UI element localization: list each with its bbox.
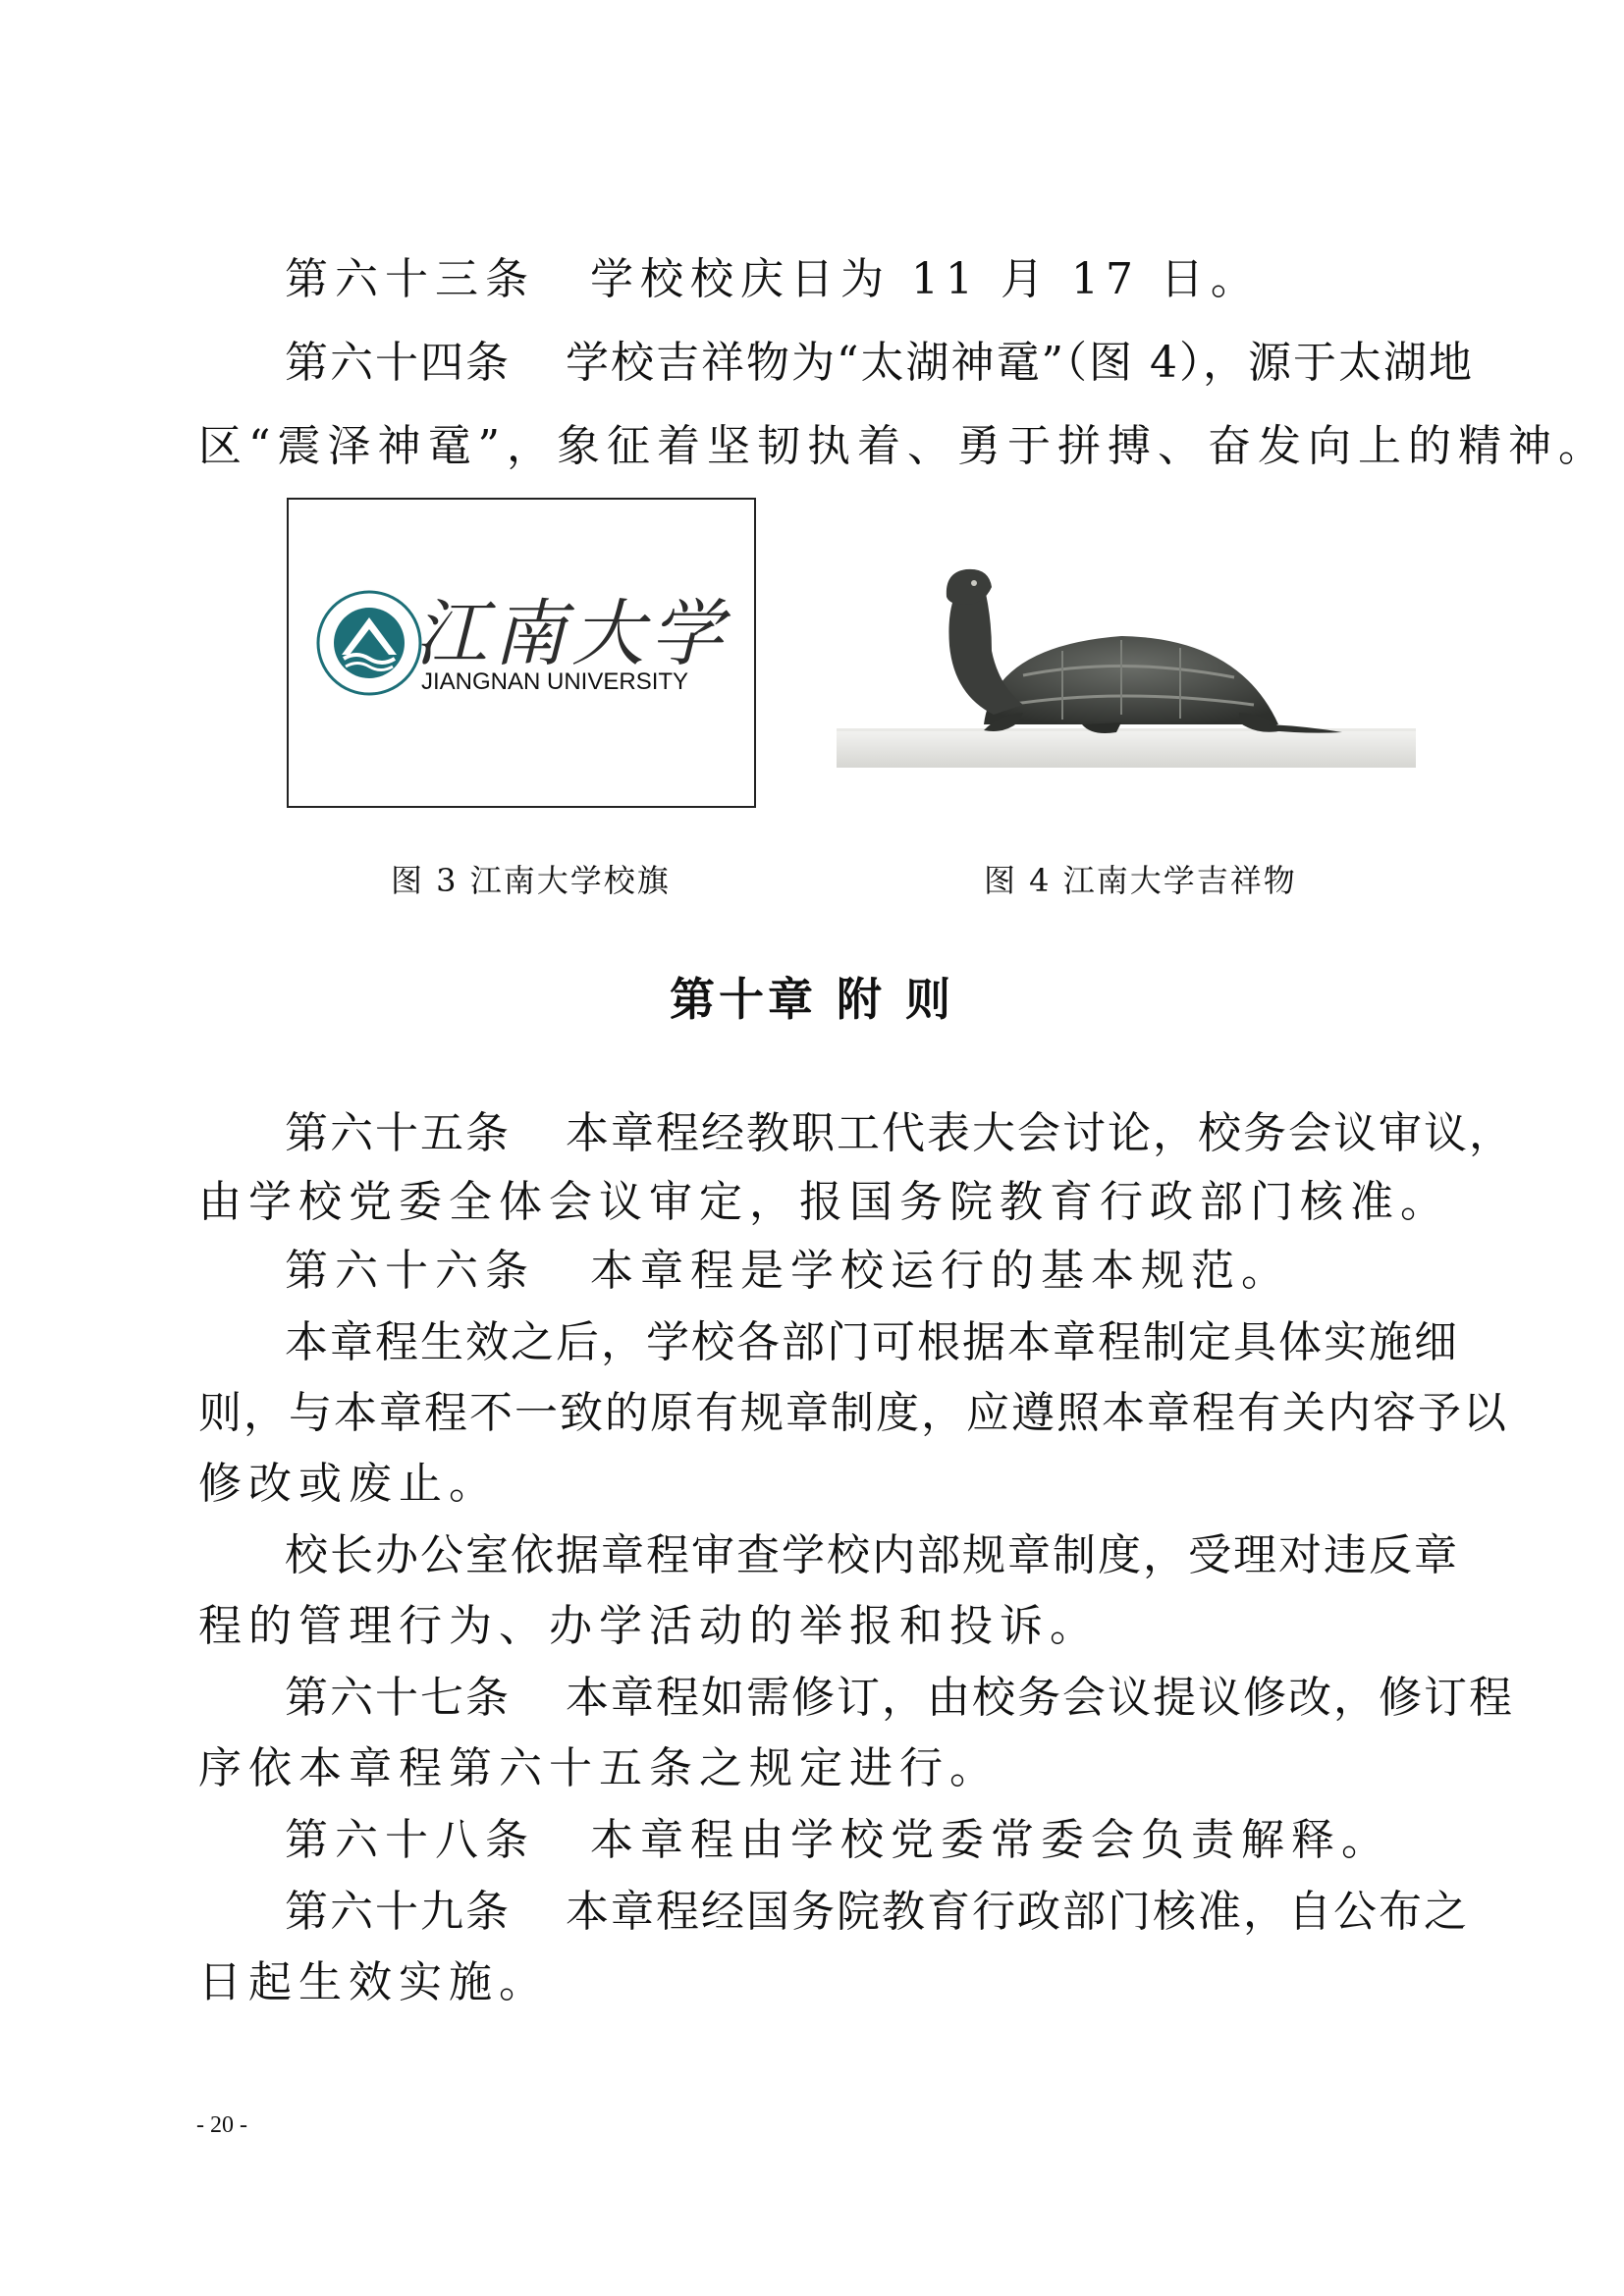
article-67-text-1: 本章程如需修订，由校务会议提议修改，修订程 xyxy=(566,1673,1514,1723)
article-68-label: 第六十八条 xyxy=(285,1815,535,1865)
article-67-line-2: 序依本章程第六十五条之规定进行。 xyxy=(198,1743,1000,1793)
article-67-line-1 xyxy=(285,1669,1514,1728)
article-66-line-1 xyxy=(285,1242,1437,1301)
article-69-line-2: 日起生效实施。 xyxy=(198,1957,549,2007)
logo-english-name: JIANGNAN UNIVERSITY xyxy=(421,668,689,695)
article-69-line-1 xyxy=(285,1883,1469,1942)
chapter-heading: 第十章 附 则 xyxy=(669,973,955,1026)
article-64-text-1: 学校吉祥物为“太湖神鼋”（图 4），源于太湖地 xyxy=(566,338,1474,388)
article-67-label: 第六十七条 xyxy=(285,1673,511,1723)
paragraph-2-line-3: 修改或废止。 xyxy=(198,1459,499,1509)
article-65-label: 第六十五条 xyxy=(285,1108,511,1158)
logo-chinese-name: 江南大学 xyxy=(414,592,729,676)
article-64-label: 第六十四条 xyxy=(285,338,511,388)
article-65-text-1: 本章程经教职工代表大会讨论，校务会议审议， xyxy=(566,1108,1514,1158)
turtle-mascot-icon xyxy=(837,558,1416,772)
article-64-line-2: 区“震泽神鼋”，象征着坚韧执着、勇于拼搏、奋发向上的精神。 xyxy=(198,421,1608,471)
article-63-label: 第六十三条 xyxy=(285,254,535,304)
article-66-label: 第六十六条 xyxy=(285,1246,535,1296)
paragraph-3-line-1: 校长办公室依据章程审查学校内部规章制度，受理对违反章 xyxy=(285,1530,1459,1580)
paragraph-2-line-1: 本章程生效之后，学校各部门可根据本章程制定具体实施细 xyxy=(285,1317,1459,1367)
paragraph-2-line-2: 则，与本章程不一致的原有规章制度，应遵照本章程有关内容予以 xyxy=(198,1388,1508,1438)
article-69-text-1: 本章程经国务院教育行政部门核准，自公布之 xyxy=(566,1887,1469,1937)
article-69-label: 第六十九条 xyxy=(285,1887,511,1937)
figure-3-caption: 图 3 江南大学校旗 xyxy=(391,862,671,899)
article-68-text-1: 本章程由学校党委常委会负责解释。 xyxy=(590,1815,1391,1865)
article-65-line-1 xyxy=(285,1104,1514,1163)
article-64-line-1 xyxy=(285,334,1474,393)
page-number: - 20 - xyxy=(196,2112,247,2138)
article-63-text: 学校校庆日为 11 月 17 日。 xyxy=(590,254,1261,304)
article-68-line-1 xyxy=(285,1811,1437,1870)
article-65-line-2: 由学校党委全体会议审定，报国务院教育行政部门核准。 xyxy=(198,1177,1450,1227)
university-flag-figure xyxy=(287,498,756,808)
article-63 xyxy=(285,250,1437,309)
paragraph-3-line-2: 程的管理行为、办学活动的举报和投诉。 xyxy=(198,1601,1100,1651)
figure-4-caption: 图 4 江南大学吉祥物 xyxy=(984,862,1297,899)
university-emblem-icon xyxy=(316,590,422,696)
article-66-text-1: 本章程是学校运行的基本规范。 xyxy=(590,1246,1291,1296)
